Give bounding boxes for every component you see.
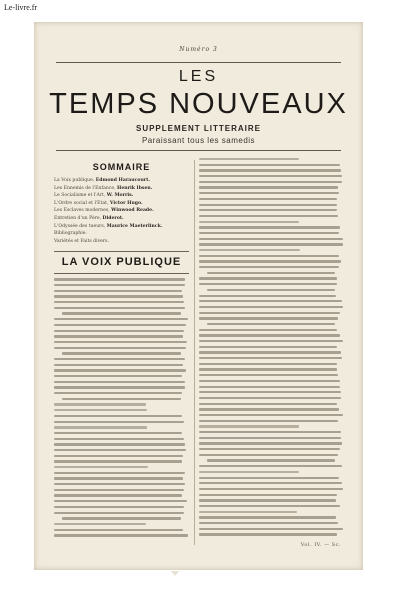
text-line (54, 426, 147, 428)
text-line (199, 266, 339, 268)
text-line (62, 398, 181, 400)
text-line (54, 415, 182, 417)
text-line (199, 306, 343, 308)
masthead-supplement: SUPPLEMENT LITTERAIRE (135, 124, 261, 133)
text-line (54, 523, 146, 525)
text-line (54, 307, 185, 309)
text-line (54, 330, 184, 332)
text-line (54, 460, 182, 462)
text-line (199, 420, 338, 422)
text-line (54, 409, 147, 411)
sommaire-list (54, 177, 189, 245)
text-line (199, 175, 342, 177)
text-line (54, 324, 186, 326)
text-line (199, 295, 336, 297)
text-line (207, 289, 335, 291)
sommaire-item-author: Diderot. (102, 215, 124, 221)
text-line (199, 198, 337, 200)
text-line (199, 351, 341, 353)
text-line (54, 421, 184, 423)
sommaire-item (54, 215, 189, 223)
text-line (54, 295, 183, 297)
text-line (54, 512, 184, 514)
chevron-down-icon (171, 571, 179, 576)
text-line (54, 364, 183, 366)
sommaire-item (54, 177, 189, 185)
text-line (199, 533, 337, 535)
text-line (54, 483, 185, 485)
text-line (199, 528, 343, 530)
issue-number: Numéro 3 (179, 46, 218, 53)
text-line (199, 300, 342, 302)
masthead-title: TEMPS NOUVEAUX (49, 88, 348, 120)
text-line (54, 494, 182, 496)
newspaper-page (34, 22, 363, 570)
text-line (199, 169, 341, 171)
sommaire-item-author: Maurice Maeterlinck. (106, 223, 163, 229)
text-line (199, 317, 338, 319)
text-line (54, 386, 185, 388)
text-line (199, 186, 338, 188)
article-text-right (199, 158, 344, 536)
text-line (199, 255, 339, 257)
sommaire-item-title: Bibliographie. (54, 231, 87, 237)
text-line (54, 341, 187, 343)
text-line (199, 334, 340, 336)
text-line (54, 529, 183, 531)
page-footer: Vol. IV. — Sc. (300, 542, 341, 548)
text-line (54, 432, 182, 434)
text-line (199, 374, 338, 376)
text-line (54, 477, 183, 479)
text-line (54, 506, 184, 508)
sommaire-item (54, 223, 189, 231)
article-heading: LA VOIX PUBLIQUE (61, 256, 182, 269)
text-line (199, 158, 299, 160)
text-line (54, 284, 185, 286)
text-line (62, 352, 181, 354)
text-line (54, 403, 146, 405)
text-line (54, 466, 148, 468)
text-line (199, 277, 337, 279)
text-line (54, 489, 184, 491)
text-line (207, 272, 335, 274)
sommaire-item-title: Entretien d'un Père, (54, 215, 103, 221)
text-line (199, 431, 341, 433)
text-line (54, 472, 185, 474)
text-line (199, 465, 342, 467)
text-line (199, 181, 342, 183)
text-line (54, 358, 185, 360)
bookseller-watermark: Le-livre.fr (4, 3, 38, 12)
text-line (199, 215, 338, 217)
column-divider (194, 160, 195, 545)
sommaire-heading: SOMMAIRE (92, 162, 151, 172)
sommaire-item-author: W. Morris. (106, 193, 134, 199)
sommaire-item-author: Edmond Haraucourt. (95, 178, 150, 183)
left-column (54, 162, 189, 540)
text-line (54, 375, 182, 377)
text-line (199, 363, 337, 365)
text-line (199, 209, 337, 211)
text-line (54, 318, 188, 320)
masthead-bottom-rule (56, 150, 341, 151)
text-line (199, 403, 337, 405)
text-line (54, 443, 185, 445)
text-line (199, 340, 343, 342)
sommaire-item-title: Les Esclaves modernes, (54, 208, 112, 214)
sommaire-item-title: La Voix publique, (54, 178, 96, 183)
text-line (199, 454, 338, 456)
text-line (54, 392, 182, 394)
text-line (199, 380, 340, 382)
article-text-left (54, 278, 189, 536)
sommaire-item-author: Winwood Reade. (111, 208, 154, 214)
text-line (199, 283, 337, 285)
text-line (199, 238, 343, 240)
text-line (199, 260, 341, 262)
text-line (54, 449, 186, 451)
text-line (62, 517, 181, 519)
text-line (207, 323, 335, 325)
text-line (199, 408, 339, 410)
text-line (199, 368, 337, 370)
text-line (199, 471, 299, 473)
text-line (199, 243, 343, 245)
section-rule (54, 251, 189, 252)
text-line (54, 347, 186, 349)
masthead-les: LES (178, 68, 219, 85)
text-line (199, 499, 336, 501)
text-line (199, 232, 339, 234)
masthead-top-rule (56, 62, 341, 63)
sommaire-item (54, 207, 189, 215)
text-line (199, 397, 341, 399)
sommaire-item-author: Victor Hugo. (109, 200, 143, 206)
text-line (207, 459, 335, 461)
text-line (199, 516, 336, 518)
text-line (54, 381, 185, 383)
text-line (199, 312, 340, 314)
sommaire-item (54, 192, 189, 200)
article-rule (54, 273, 189, 274)
text-line (54, 301, 184, 303)
text-line (54, 335, 183, 337)
text-line (54, 500, 187, 502)
text-line (199, 414, 343, 416)
text-line (54, 290, 182, 292)
sommaire-item-title: L'Ordre social et l'Etat, (54, 200, 110, 206)
text-line (199, 192, 339, 194)
text-line (54, 534, 188, 536)
text-line (199, 505, 340, 507)
sommaire-item (54, 238, 189, 246)
text-line (199, 329, 337, 331)
text-line (54, 278, 185, 280)
sommaire-item-title: Variétés et Faits divers. (54, 238, 109, 244)
text-line (199, 488, 343, 490)
text-line (199, 357, 342, 359)
sommaire-item-author: Henrik Ibsen. (117, 185, 153, 191)
text-line (199, 346, 337, 348)
text-line (199, 386, 340, 388)
text-line (62, 312, 181, 314)
text-line (199, 249, 300, 251)
text-line (199, 482, 342, 484)
right-column (199, 158, 344, 539)
text-line (199, 425, 299, 427)
text-line (199, 511, 297, 513)
sommaire-item (54, 230, 189, 238)
text-line (199, 442, 342, 444)
text-line (199, 204, 337, 206)
text-line (199, 477, 339, 479)
sommaire-item-title: Les Ennemis de l'Enfance, (54, 185, 117, 191)
text-line (199, 522, 338, 524)
masthead-frequency: Paraissant tous les samedis (141, 136, 256, 145)
text-line (54, 369, 186, 371)
text-line (199, 391, 341, 393)
text-line (199, 494, 337, 496)
sommaire-item (54, 200, 189, 208)
text-line (199, 164, 340, 166)
sommaire-item-title: L'Odyssée des tueurs, (54, 223, 107, 229)
text-line (54, 455, 183, 457)
text-line (199, 221, 299, 223)
text-line (199, 226, 340, 228)
sommaire-item (54, 185, 189, 193)
sommaire-item-title: Le Socialisme et l'Art, (54, 193, 107, 199)
text-line (54, 438, 184, 440)
text-line (199, 437, 341, 439)
text-line (199, 448, 340, 450)
